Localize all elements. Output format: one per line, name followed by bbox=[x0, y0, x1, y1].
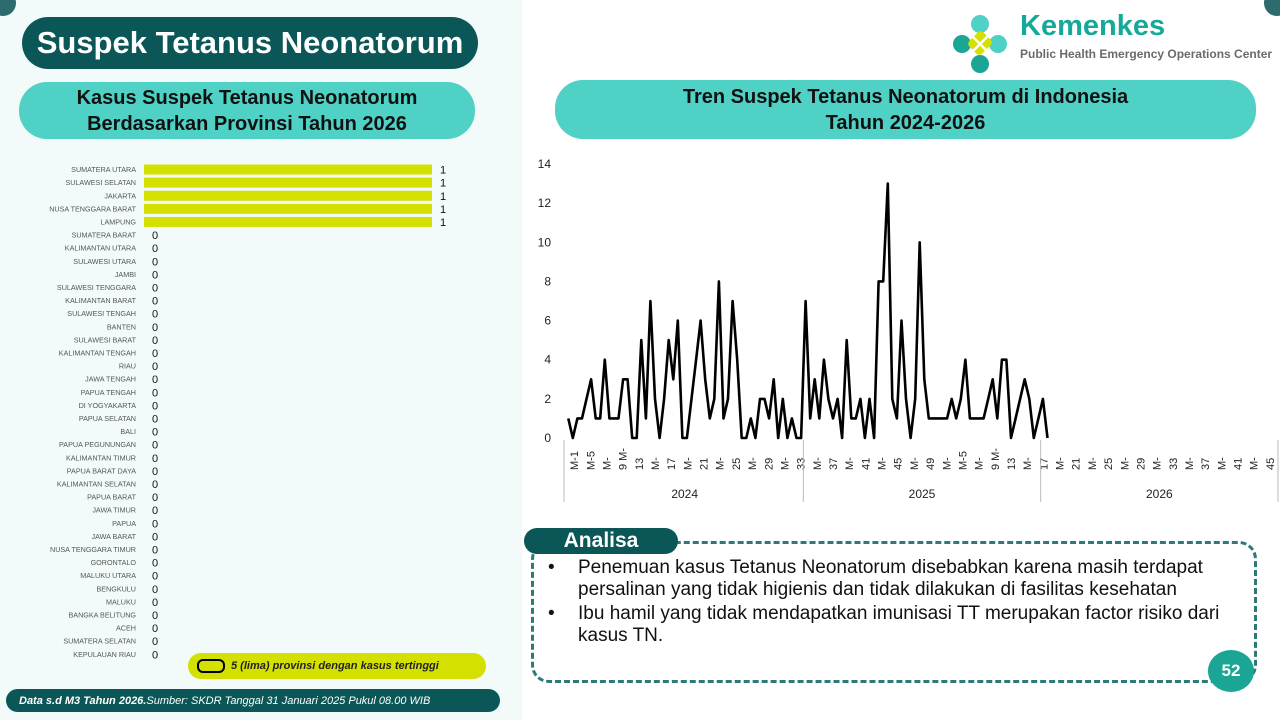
bar-category-label: PAPUA TENGAH bbox=[80, 387, 136, 397]
x-tick-label: M- bbox=[941, 457, 954, 470]
legend-text: 5 (lima) provinsi dengan kasus tertinggi bbox=[231, 660, 439, 672]
x-tick-label: M-1 bbox=[569, 451, 582, 470]
x-tick-label: 17 bbox=[666, 457, 679, 470]
bar-category-label: PAPUA PEGUNUNGAN bbox=[59, 440, 136, 450]
x-tick-label: 25 bbox=[1103, 457, 1116, 470]
bar-category-label: NUSA TENGGARA TIMUR bbox=[50, 544, 136, 554]
x-tick-label: 37 bbox=[1200, 457, 1213, 470]
bar-value-label: 0 bbox=[152, 609, 159, 622]
kemenkes-logo-icon bbox=[952, 12, 1016, 76]
x-tick-label: M- bbox=[908, 457, 921, 470]
bar bbox=[144, 165, 432, 175]
bar-chart-title-line1: Kasus Suspek Tetanus Neonatorum bbox=[76, 86, 418, 109]
bar-value-label: 0 bbox=[152, 583, 159, 596]
x-tick-label: 9 M- bbox=[617, 448, 630, 470]
line-chart-title-line2: Tahun 2024-2026 bbox=[825, 111, 986, 134]
footer-source-text: Sumber: SKDR Tanggal 31 Januari 2025 Pukul 08.00 WIB bbox=[146, 694, 431, 707]
y-tick-label: 0 bbox=[544, 431, 551, 445]
bar-value-label: 0 bbox=[152, 492, 159, 505]
bar-category-label: MALUKU UTARA bbox=[80, 571, 136, 581]
bar-category-label: RIAU bbox=[118, 361, 136, 371]
y-tick-label: 4 bbox=[544, 352, 551, 367]
bar-value-label: 0 bbox=[152, 282, 159, 295]
bar-chart-title bbox=[19, 82, 475, 139]
y-tick-label: 12 bbox=[537, 196, 551, 211]
analysis-point: • Ibu hamil yang tidak mendapatkan imunisasi TT merupakan factor risiko dari kasus TN. bbox=[548, 603, 1238, 647]
bar bbox=[144, 217, 432, 227]
bar-value-label: 0 bbox=[152, 649, 159, 662]
bar-value-label: 0 bbox=[152, 374, 159, 387]
legend bbox=[188, 653, 486, 679]
x-tick-label: 21 bbox=[1070, 457, 1083, 470]
x-tick-label: 33 bbox=[1167, 457, 1180, 470]
bar-category-label: SUMATERA BARAT bbox=[71, 230, 136, 240]
logo-wordmark: Kemenkes bbox=[1020, 10, 1166, 42]
bar-value-label: 0 bbox=[152, 387, 159, 400]
bar-value-label: 0 bbox=[152, 544, 159, 557]
x-tick-label: M- bbox=[1022, 457, 1035, 470]
province-bar-chart bbox=[0, 160, 520, 670]
kemenkes-logo bbox=[952, 12, 1272, 76]
page-title: Suspek Tetanus Neonatorum bbox=[22, 17, 478, 69]
x-tick-label: 21 bbox=[698, 457, 711, 470]
bar-category-label: JAKARTA bbox=[104, 191, 136, 201]
bar-category-label: SULAWESI TENGGARA bbox=[56, 282, 136, 292]
year-group-label: 2024 bbox=[671, 487, 699, 501]
bar-value-label: 1 bbox=[440, 164, 447, 177]
bar-value-label: 0 bbox=[152, 361, 159, 374]
x-tick-label: M- bbox=[714, 457, 727, 470]
bar-category-label: NUSA TENGGARA BARAT bbox=[49, 204, 136, 214]
x-tick-label: M- bbox=[747, 457, 760, 470]
bar-value-label: 1 bbox=[440, 177, 447, 190]
x-tick-label: M- bbox=[1086, 457, 1099, 470]
bar-category-label: SULAWESI UTARA bbox=[73, 256, 136, 266]
x-tick-label: 13 bbox=[633, 457, 646, 470]
bar bbox=[144, 178, 432, 188]
year-group-label: 2025 bbox=[908, 487, 936, 501]
bar-category-label: JAWA BARAT bbox=[91, 531, 136, 541]
bar-value-label: 0 bbox=[152, 465, 159, 478]
x-tick-label: M-5 bbox=[957, 451, 970, 470]
bar-category-label: ACEH bbox=[116, 623, 136, 633]
bar-category-label: BENGKULU bbox=[96, 584, 136, 594]
bar-value-label: 0 bbox=[152, 308, 159, 321]
bar-value-label: 0 bbox=[152, 623, 159, 636]
x-tick-label: M- bbox=[1248, 457, 1261, 470]
line-chart-title-line1: Tren Suspek Tetanus Neonatorum di Indonesia bbox=[682, 85, 1129, 108]
line-chart-title bbox=[555, 80, 1256, 139]
x-tick-label: 45 bbox=[1264, 457, 1277, 470]
bar-value-label: 0 bbox=[152, 452, 159, 465]
bar-value-label: 0 bbox=[152, 505, 159, 518]
x-tick-label: 9 M- bbox=[989, 448, 1002, 470]
x-tick-label: 37 bbox=[828, 457, 840, 470]
bar-value-label: 0 bbox=[152, 478, 159, 491]
bar-value-label: 0 bbox=[152, 256, 159, 269]
bar-value-label: 0 bbox=[152, 557, 159, 570]
x-tick-label: 29 bbox=[763, 457, 776, 470]
bar-category-label: KALIMANTAN TIMUR bbox=[65, 453, 136, 463]
x-tick-label: M- bbox=[1216, 457, 1229, 470]
x-tick-label: 17 bbox=[1038, 457, 1051, 470]
bar bbox=[144, 204, 432, 214]
page-number: 52 bbox=[1208, 650, 1254, 692]
x-tick-label: M- bbox=[1119, 457, 1132, 470]
bar-category-label: JAMBI bbox=[114, 269, 136, 279]
bar-value-label: 0 bbox=[152, 295, 159, 308]
series-line bbox=[568, 184, 1047, 438]
x-tick-label: M- bbox=[973, 457, 986, 470]
bar-value-label: 0 bbox=[152, 347, 159, 360]
bar-category-label: JAWA TENGAH bbox=[85, 374, 136, 384]
footer-source bbox=[6, 689, 500, 712]
bar-value-label: 0 bbox=[152, 334, 159, 347]
bar-value-label: 0 bbox=[152, 321, 159, 334]
y-tick-label: 2 bbox=[544, 391, 551, 406]
bar-category-label: KALIMANTAN SELATAN bbox=[56, 479, 136, 489]
legend-swatch-icon bbox=[197, 659, 225, 673]
x-tick-label: M- bbox=[1184, 457, 1196, 470]
bar-value-label: 1 bbox=[440, 216, 447, 229]
bar-category-label: SULAWESI TENGAH bbox=[67, 309, 136, 319]
bar-value-label: 0 bbox=[152, 413, 159, 426]
bar bbox=[144, 191, 432, 201]
bar-category-label: PAPUA BARAT bbox=[87, 492, 136, 502]
bar-value-label: 0 bbox=[152, 596, 159, 609]
bar-category-label: KALIMANTAN UTARA bbox=[64, 243, 136, 253]
x-tick-label: M- bbox=[779, 457, 792, 470]
bar-category-label: PAPUA SELATAN bbox=[78, 413, 136, 423]
x-tick-label: 25 bbox=[730, 457, 743, 470]
x-tick-label: M- bbox=[601, 457, 614, 470]
x-tick-label: M- bbox=[844, 457, 857, 470]
x-tick-label: M-5 bbox=[585, 451, 598, 470]
bar-category-label: SUMATERA SELATAN bbox=[63, 636, 136, 646]
y-tick-label: 14 bbox=[537, 157, 551, 171]
analysis-label: Analisa bbox=[524, 528, 678, 554]
bar-category-label: PAPUA BARAT DAYA bbox=[66, 466, 136, 476]
bar-value-label: 0 bbox=[152, 426, 159, 439]
x-tick-label: M- bbox=[1151, 457, 1164, 470]
x-tick-label: M- bbox=[811, 457, 824, 470]
logo-subtitle: Public Health Emergency Operations Center bbox=[1020, 47, 1273, 61]
bar-category-label: BANGKA BELITUNG bbox=[68, 610, 136, 620]
bar-category-label: SULAWESI SELATAN bbox=[65, 178, 136, 188]
bar-category-label: SUMATERA UTARA bbox=[71, 165, 136, 175]
bar-value-label: 0 bbox=[152, 243, 159, 256]
bar-category-label: BALI bbox=[120, 427, 136, 437]
x-tick-label: 13 bbox=[1006, 457, 1018, 470]
analysis-list bbox=[548, 557, 1238, 649]
bar-value-label: 1 bbox=[440, 190, 447, 203]
y-tick-label: 6 bbox=[544, 313, 551, 328]
trend-line-chart bbox=[530, 150, 1280, 510]
bar-value-label: 0 bbox=[152, 531, 159, 544]
bar-category-label: MALUKU bbox=[106, 597, 136, 607]
x-tick-label: M- bbox=[650, 457, 662, 470]
x-tick-label: M- bbox=[682, 457, 695, 470]
bar-value-label: 1 bbox=[440, 203, 447, 216]
x-tick-label: M- bbox=[876, 457, 889, 470]
y-tick-label: 10 bbox=[537, 235, 551, 250]
bar-value-label: 0 bbox=[152, 518, 159, 531]
bar-value-label: 0 bbox=[152, 439, 159, 452]
analysis-point: • Penemuan kasus Tetanus Neonatorum disebabkan karena masih terdapat persalinan yang tidak higienis dan tidak dilakukan di fasilitas kesehatan bbox=[548, 557, 1238, 601]
x-tick-label: M- bbox=[1054, 457, 1067, 470]
year-group-label: 2026 bbox=[1145, 487, 1173, 501]
bar-chart-title-line2: Berdasarkan Provinsi Tahun 2026 bbox=[87, 112, 407, 135]
x-tick-label: 45 bbox=[892, 457, 905, 470]
bar-category-label: KEPULAUAN RIAU bbox=[73, 649, 136, 659]
x-tick-label: 41 bbox=[860, 457, 873, 470]
bar-value-label: 0 bbox=[152, 230, 159, 243]
x-tick-label: 49 bbox=[925, 457, 938, 470]
bar-category-label: JAWA TIMUR bbox=[92, 505, 136, 515]
bar-category-label: KALIMANTAN BARAT bbox=[65, 296, 136, 306]
bar-category-label: BANTEN bbox=[106, 322, 136, 332]
bar-category-label: PAPUA bbox=[112, 518, 136, 528]
x-tick-label: 33 bbox=[795, 457, 808, 470]
bar-category-label: DI YOGYAKARTA bbox=[78, 400, 136, 410]
bar-value-label: 0 bbox=[152, 400, 159, 413]
footer-bold: Data s.d M3 Tahun 2026. bbox=[19, 694, 147, 707]
bar-category-label: GORONTALO bbox=[90, 558, 136, 568]
bar-value-label: 0 bbox=[152, 570, 159, 583]
bar-value-label: 0 bbox=[152, 269, 159, 282]
x-tick-label: 41 bbox=[1232, 457, 1245, 470]
bar-value-label: 0 bbox=[152, 636, 159, 649]
bar-category-label: SULAWESI BARAT bbox=[73, 335, 136, 345]
y-tick-label: 8 bbox=[544, 274, 551, 289]
x-tick-label: 29 bbox=[1135, 457, 1148, 470]
bar-category-label: LAMPUNG bbox=[100, 217, 136, 227]
bar-category-label: KALIMANTAN TENGAH bbox=[58, 348, 136, 358]
